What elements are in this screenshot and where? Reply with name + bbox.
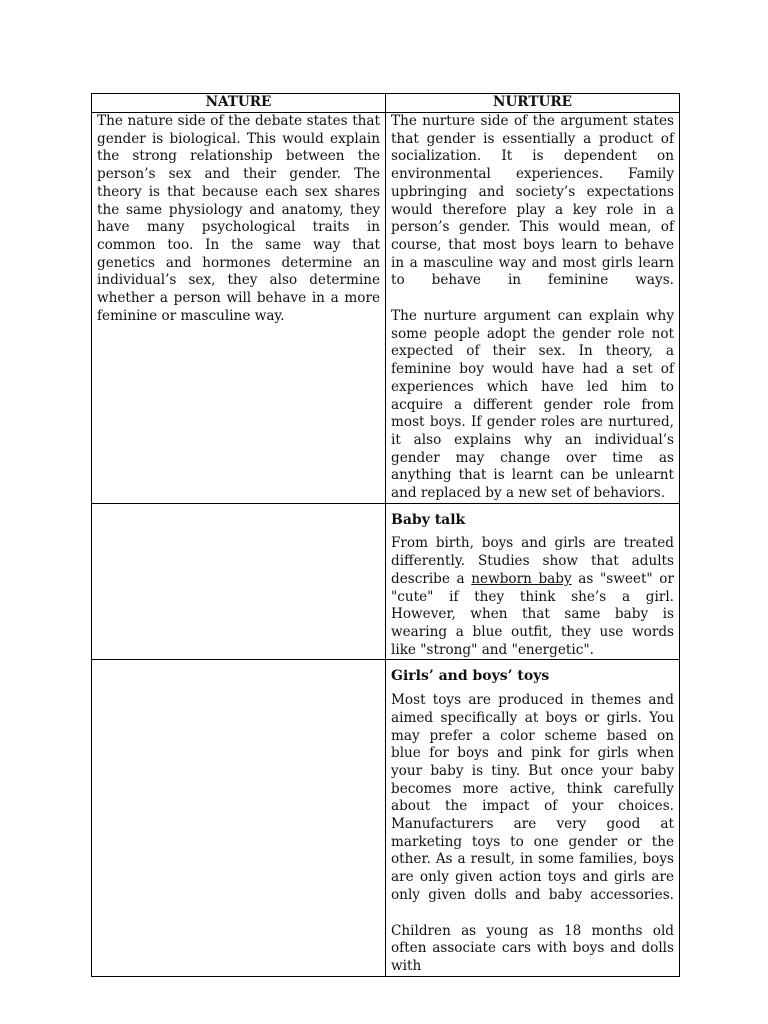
table-row [92, 113, 680, 504]
nurture-paragraph-2: The nurture argument can explain why some people adopt the gender role not expected of their sex. In theory, a feminine boy would have had a set of experiences which have led him to acquire a different gender role from most boys. If gender roles are nurtured, it also explains why an individual’s gender may change over time as anything that is learnt can be unlearnt and replaced by a new set of behaviors. [391, 308, 674, 502]
toys-cell [386, 660, 680, 976]
baby-talk-cell [386, 503, 680, 660]
nature-nurture-table [91, 93, 680, 977]
header-row [92, 94, 680, 113]
table-row [92, 503, 680, 660]
empty-nature-cell [92, 660, 386, 976]
nature-paragraph: The nature side of the debate states that gender is biological. This would explain the strong relationship between the person’s sex and their gender. The theory is that because each sex shares the same physiology and anatomy, they have many psychological traits in common too. In the same way that genetics and hormones determine an individual’s sex, they also determine whether a person will behave in a more feminine or masculine way. [97, 113, 380, 324]
baby-talk-paragraph [391, 535, 674, 659]
nurture-column-header: NURTURE [386, 94, 680, 113]
empty-nature-cell [92, 503, 386, 660]
nurture-paragraph-1: The nurture side of the argument states that gender is essentially a product of socialization. It is dependent on environmental experiences. Family upbringing and society’s expectations would therefore play a key role in a person’s gender. This would mean, of course, that most boys learn to behave in a masculine way and most girls learn to behave in feminine ways. [391, 113, 674, 289]
baby-talk-heading: Baby talk [391, 511, 466, 528]
toys-paragraph-1: Most toys are produced in themes and aimed specifically at boys or girls. You may prefer a color scheme based on blue for boys and pink for girls when your baby is tiny. But once your baby becomes more active, think carefully about the impact of your choices. Manufacturers are very good at marketing toys to one gender or the other. As a result, in some families, boys are only given action toys and girls are only given dolls and baby accessories. [391, 692, 674, 903]
nature-column-header: NATURE [92, 94, 386, 113]
baby-talk-text-before: From birth, boys and girls are treated differently. Studies show that adults describe a [391, 535, 674, 587]
nature-cell [92, 113, 386, 504]
nurture-cell [386, 113, 680, 504]
toys-paragraph-2: Children as young as 18 months old often associate cars with boys and dolls with [391, 922, 674, 974]
table-row [92, 660, 680, 976]
baby-talk-text-after: as "sweet" or "cute" if they think she’s a girl. However, when that same baby is wearing a blue outfit, they use words like "strong" and "energetic". [391, 570, 674, 658]
newborn-baby-link[interactable]: newborn baby [471, 570, 572, 587]
toys-heading: Girls’ and boys’ toys [391, 668, 550, 685]
